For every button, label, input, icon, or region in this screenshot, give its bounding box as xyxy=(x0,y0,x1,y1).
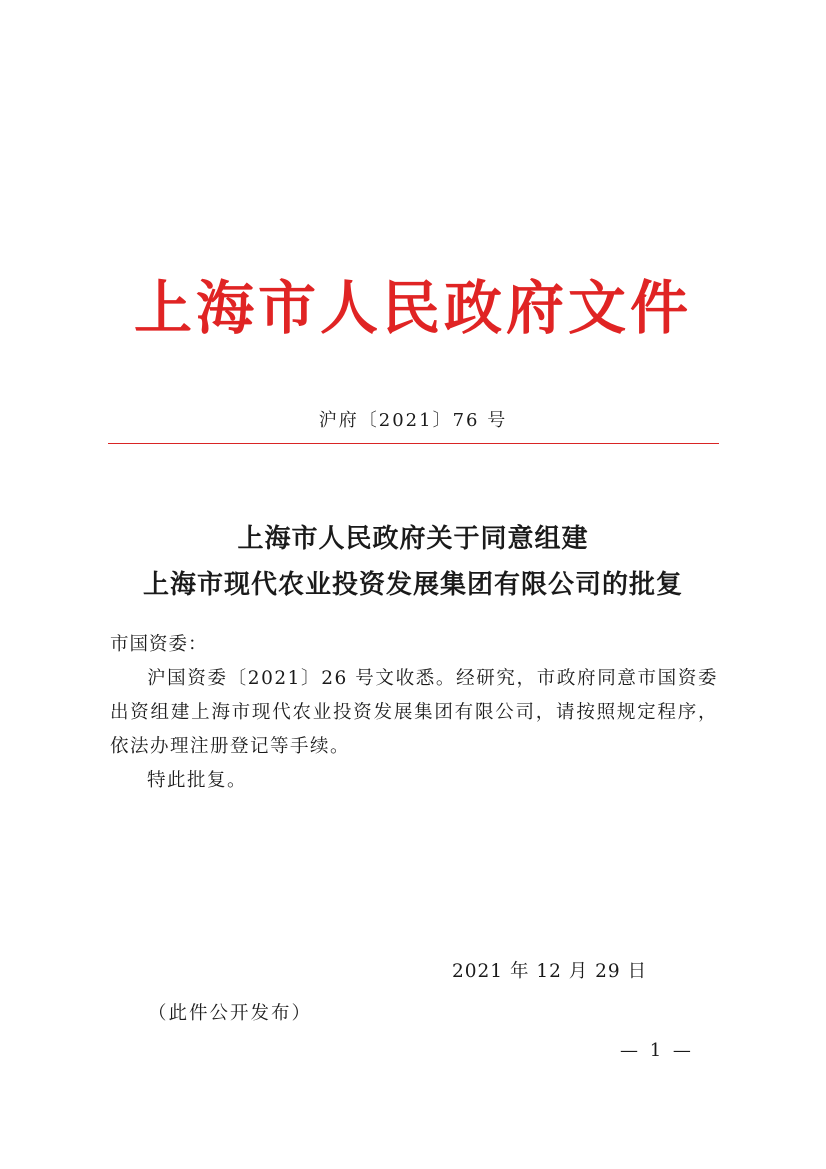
closing-line: 特此批复。 xyxy=(147,770,248,791)
issue-date: 2021 年 12 月 29 日 xyxy=(452,961,648,982)
title-line-2: 上海市现代农业投资发展集团有限公司的批复 xyxy=(142,570,683,600)
document-number: 沪府〔2021〕76 号 xyxy=(318,410,508,431)
document-title xyxy=(0,516,826,608)
red-separator-line xyxy=(108,443,719,444)
issuer-banner: 上海市人民政府文件 xyxy=(133,274,692,342)
title-line-1: 上海市人民政府关于同意组建 xyxy=(237,524,589,554)
body-paragraph: 沪国资委〔2021〕26 号文收悉。经研究，市政府同意市国资委出资组建上海市现代农业投资发展集团有限公司，请按照规定程序，依法办理注册登记等手续。 xyxy=(110,668,718,757)
document-body xyxy=(110,628,718,798)
salutation: 市国资委： xyxy=(110,634,208,655)
page-number: — 1 — xyxy=(620,1040,694,1061)
public-release-note: （此件公开发布） xyxy=(148,1003,313,1024)
